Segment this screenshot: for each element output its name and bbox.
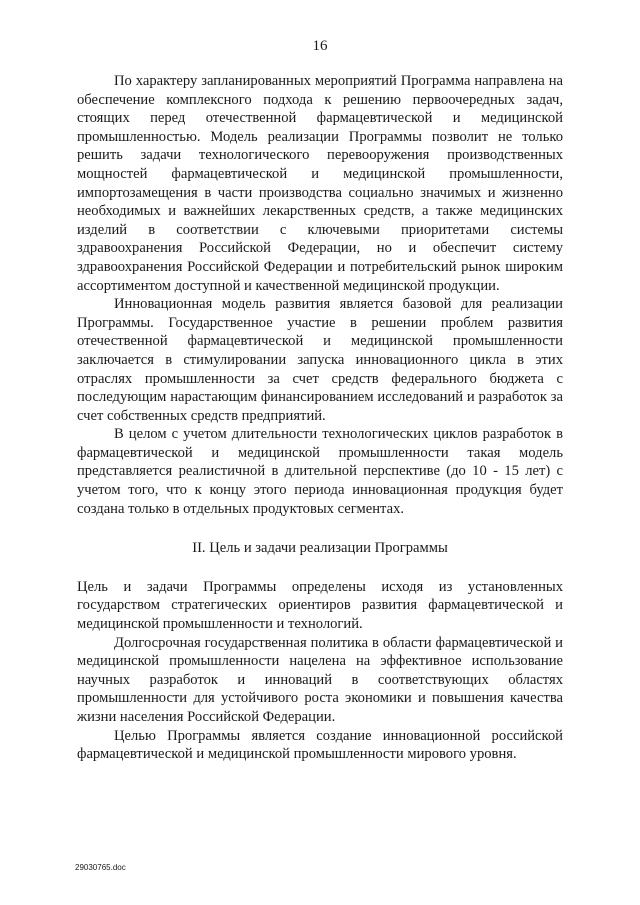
paragraph-innovation-model: Инновационная модель развития является базовой для реализации Программы. Государственное участие в решении проблем развития отечественной фармацевтической и медицинской промышленности заключается в стимулировании запуска инновационного цикла в этих отраслях промышленности за счет средств федерального бюджета с последующим нарастающим финансированием исследований и разработок за счет собственных средств предприятий. bbox=[77, 296, 563, 424]
page-number: 16 bbox=[312, 38, 328, 54]
paragraph-program-aim: Целью Программы является создание инновационной российской фармацевтической и медицинской промышленности мирового уровня. bbox=[77, 727, 563, 763]
paragraph-program-goals: Цель и задачи Программы определены исходя из установленных государством стратегических ориентиров развития фармацевтической и медицинской промышленности и технологий. bbox=[77, 578, 563, 633]
paragraph-state-policy: Долгосрочная государственная политика в области фармацевтической и медицинской промышленности нацелена на эффективное использование научных разработок и инноваций в соответствующих областях промышленности для устойчивого роста экономики и повышения качества жизни населения Российской Федерации. bbox=[77, 634, 563, 725]
paragraph-program-approach: По характеру запланированных мероприятий Программа направлена на обеспечение комплексного подхода к решению первоочередных задач, стоящих перед отечественной фармацевтической и медицинской промышленностью. Модель реализации Программы позволит не только решить задачи технологического перевооружения производственных мощностей фармацевтической и медицинской промышленности, импортозамещения в части производства социально значимых и жизненно необходимых и важнейших лекарственных средств, а также медицинских изделий в соответствии с ключевыми приоритетами системы здравоохранения Российской Федерации, но и обеспечит систему здравоохранения Российской Федерации и потребительский рынок широким ассортиментом доступной и качественной медицинской продукции. bbox=[77, 73, 563, 294]
document-body bbox=[77, 72, 563, 764]
paragraph-development-cycles: В целом с учетом длительности технологических циклов разработок в фармацевтической и медицинской промышленности такая модель представляется реалистичной в длительной перспективе (до 10 - 15 лет) с учетом того, что к концу этого периода инновационная продукция будет создана только в отдельных продуктовых сегментах. bbox=[77, 426, 563, 517]
section-heading: II. Цель и задачи реализации Программы bbox=[192, 540, 448, 557]
document-filename: 29030765.doc bbox=[75, 863, 126, 872]
